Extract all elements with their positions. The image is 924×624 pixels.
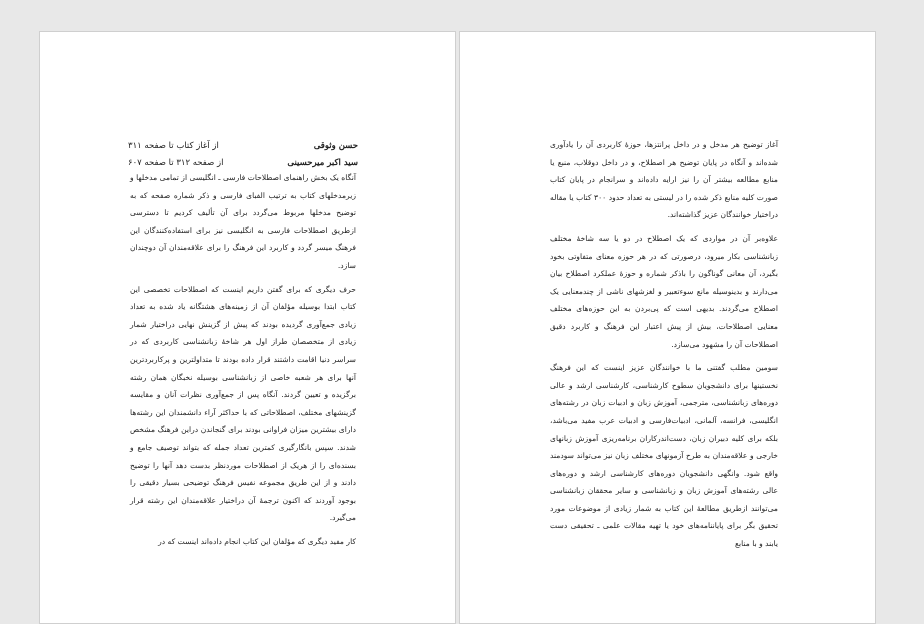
left-page-body	[130, 169, 356, 550]
paragraph: آنگاه یک بخش راهنمای اصطلاحات فارسی ـ انگلیسی از تمامی مدخلها و زیرمدخلهای کتاب به ترتیب الفبای فارسی و ذکر شماره صفحه که به توضیح مدخلها مربوط می‌گردد برای آن تألیف کردیم تا دسترسی ازطریق اصطلاحات فارسی به انگلیسی نیز برای استفاده‌کنندگان این فرهنگ میسر گردد و کاربرد این فرهنگ را برای علاقه‌مندان آن دوچندان سازد.	[130, 173, 356, 270]
paragraph: حرف دیگری که برای گفتن داریم اینست که اصطلاحات تخصصی این کتاب ابتدا بوسیله مؤلفان آن از زمینه‌های هشتگانه یاد شده به تعداد زیادی جمع‌آوری گردیده بودند که پیش از گزینش نهایی دراختیار شمار زیادی از متخصصان طراز اول هر شاخهٔ زبانشناسی کاربردی که در سراسر دنیا اقامت داشتند قرار داده بودند تا متداولترین و پرکاربردترین آنها برای هر شعبه خاصی از زبانشناسی بوسیله نخبگان همان رشته برگزیده و تعیین گردند. آنگاه پس از جمع‌آوری نظرات آنان و مقایسه گزینشهای مختلف، اصطلاحاتی که با حداکثر آراء دانشمندان این رشته‌ها دارای بیشترین میزان فراوانی بودند برای گنجاندن دراین فرهنگ مشخص شدند. سپس بانگارگیری کمترین تعداد جمله که بتواند توصیف جامع و بسنده‌ای را از هریک از اصطلاحات موردنظر بدست دهد آنها را توضیح دادند و از این طریق مجموعه نفیس فرهنگ توضیحی بسیار دقیقی را بوجود آوردند که اکنون ترجمهٔ آن دراختیار علاقه‌مندان این رشته قرار می‌گیرد.	[130, 284, 356, 523]
credit-name: حسن وثوقی	[313, 141, 358, 151]
credit-pages: از صفحه ۳۱۲ تا صفحه ۶۰۷	[128, 158, 224, 168]
credit-pages: از آغاز کتاب تا صفحه ۳۱۱	[128, 141, 219, 151]
left-page	[39, 31, 456, 624]
paragraph: آغاز توضیح هر مدخل و در داخل پرانتزها، حوزهٔ کاربردی آن را یادآوری شده‌اند و آنگاه در پایان توضیح هر اصطلاح، و در داخل دوقلاب، منبع یا منابع مطالعه بیشتر آن را نیز ارایه داده‌اند و سرانجام در پایان کتاب صورت کلیه منابع ذکر شده را در لیستی به تعداد حدود ۳۰۰ کتاب یا مقاله دراختیار خوانندگان عزیز گذاشته‌اند.	[550, 140, 778, 220]
paragraph: سومین مطلب گفتنی ما با خوانندگان عزیز اینست که این فرهنگ نخستینها برای دانشجویان سطوح کارشناسی، کارشناسی ارشد و عالی دوره‌های زبانشناسی، مترجمی، آموزش زبان و ادبیات زبان در رشته‌های انگلیسی، فرانسه، آلمانی، ادبیات‌فارسی و ادبیات عرب مفید می‌باشد، بلکه برای کلیه دبیران زبان، دست‌اندرکاران برنامه‌ریزی آموزش زبانهای خارجی و علاقه‌مندان به طرح آزمونهای مختلف زبان نیز می‌تواند سودمند واقع شود. وانگهی دانشجویان دوره‌های کارشناسی ارشد و دوره‌های عالی رشته‌های آموزش زبان و زبانشناسی و سایر محققان زبانشناسی می‌توانند ازطریق مطالعهٔ این کتاب به شمار زیادی از موضوعات مورد تحقیق بگر برای پایاننامه‌های خود یا تهیه مقالات علمی ـ تحقیقی دست یابند و با منابع	[550, 363, 778, 549]
translator-credits	[128, 138, 358, 172]
right-page-body	[550, 136, 778, 553]
credit-row	[128, 138, 358, 155]
credit-name: سید اکبر میرحسینی	[287, 158, 358, 168]
paragraph: علاوه‌بر آن در مواردی که یک اصطلاح در دو یا سه شاخهٔ مختلف زبانشناسی بکار میرود، درصورتی که در هر حوزه معنای متفاوتی بخود بگیرد، آن معانی گوناگون را باذکر شماره و حوزهٔ عملکرد اصطلاح بیان می‌دارند و بدینوسیله مانع سوءتعبیر و لغزشهای ناشی از چندمعنایی یک اصطلاح می‌گردند. بدیهی است که پی‌بردن به این حوزه‌های مختلف معنایی اصطلاحات، بیش از پیش اعتبار این فرهنگ و کاربرد دقیق اصطلاحات آن را مشهود می‌سازد.	[550, 233, 778, 349]
right-page	[459, 31, 876, 624]
paragraph: کار مفید دیگری که مؤلفان این کتاب انجام داده‌اند اینست که در	[158, 536, 356, 546]
